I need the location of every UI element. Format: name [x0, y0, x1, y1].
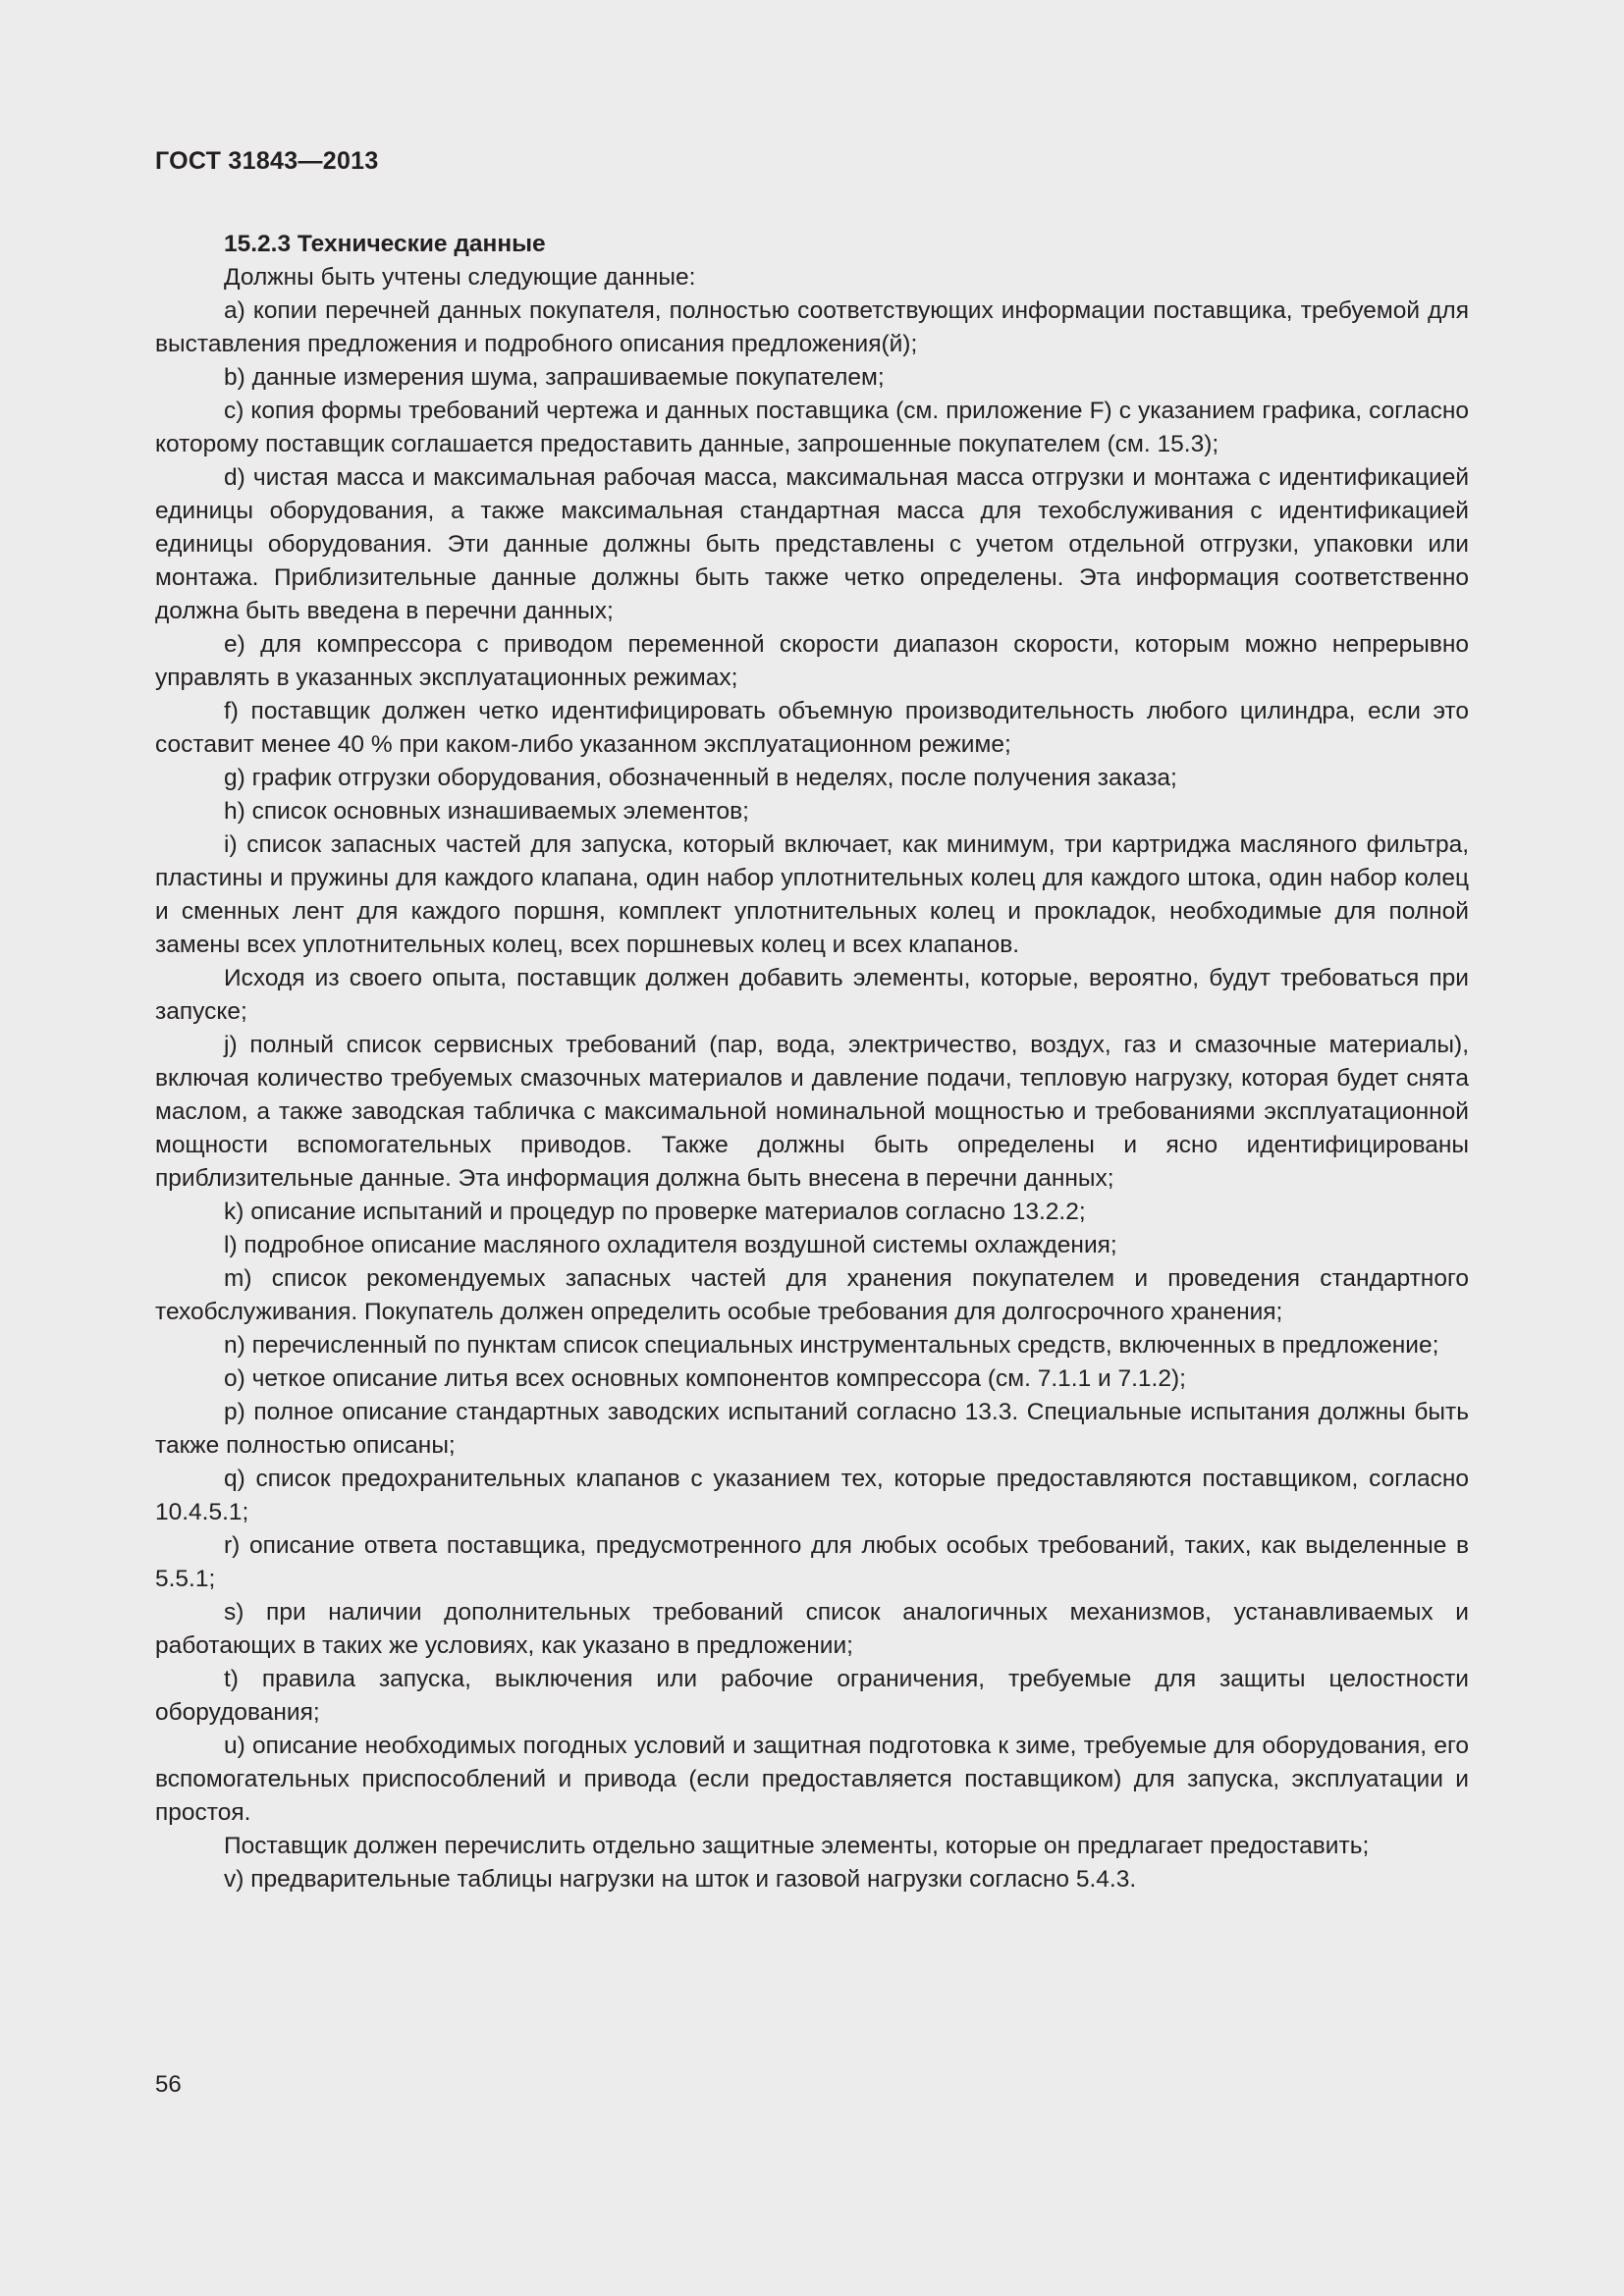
list-item-l: l) подробное описание масляного охладителя воздушной системы охлаждения;	[224, 1232, 1117, 1258]
list-item-s: s) при наличии дополнительных требований список аналогичных механизмов, устанавливаемых и работающих в таких же условиях, как указано в предложении;	[155, 1599, 1469, 1659]
list-item-j: j) полный список сервисных требований (пар, вода, электричество, воздух, газ и смазочные материалы), включая количество требуемых смазочных материалов и давление подачи, тепловую нагрузку, которая будет снята маслом, а также заводская табличка с максимальной номинальной мощностью и требованиями эксплуатационной мощности вспомогательных приводов. Также должны быть определены и ясно идентифицированы приблизительные данные. Эта информация должна быть внесена в перечни данных;	[155, 1032, 1469, 1192]
list-item-n: n) перечисленный по пунктам список специальных инструментальных средств, включенных в предложение;	[224, 1332, 1439, 1359]
list-item-m: m) список рекомендуемых запасных частей для хранения покупателем и проведения стандартного техобслуживания. Покупатель должен определить особые требования для долгосрочного хранения;	[155, 1265, 1469, 1325]
list-item-c: c) копия формы требований чертежа и данных поставщика (см. приложение F) с указанием графика, согласно которому поставщик соглашается предоставить данные, запрошенные покупателем (см. 15.3);	[155, 398, 1469, 457]
list-item-p: p) полное описание стандартных заводских испытаний согласно 13.3. Специальные испытания должны быть также полностью описаны;	[155, 1399, 1469, 1459]
list-item-d: d) чистая масса и максимальная рабочая масса, максимальная масса отгрузки и монтажа с идентификацией единицы оборудования, а также максимальная стандартная масса для техобслуживания с идентификацией единицы оборудования. Эти данные должны быть представлены с учетом отдельной отгрузки, упаковки или монтажа. Приблизительные данные должны быть также четко определены. Эта информация соответственно должна быть введена в перечни данных;	[155, 464, 1469, 624]
list-item-b: b) данные измерения шума, запрашиваемые покупателем;	[224, 364, 885, 391]
list-item-e: e) для компрессора с приводом переменной скорости диапазон скорости, которым можно непрерывно управлять в указанных эксплуатационных режимах;	[155, 631, 1469, 691]
list-item-u: u) описание необходимых погодных условий и защитная подготовка к зиме, требуемые для оборудования, его вспомогательных приспособлений и привода (если предоставляется поставщиком) для запуска, эксплуатации и простоя.	[155, 1733, 1469, 1826]
section-content	[155, 228, 1469, 1896]
page-number: 56	[155, 2071, 182, 2098]
section-title: 15.2.3 Технические данные	[224, 231, 546, 257]
list-item-v: v) предварительные таблицы нагрузки на шток и газовой нагрузки согласно 5.4.3.	[224, 1866, 1137, 1893]
list-item-o: o) четкое описание литья всех основных компонентов компрессора (см. 7.1.1 и 7.1.2);	[224, 1365, 1186, 1392]
list-item-k: k) описание испытаний и процедур по проверке материалов согласно 13.2.2;	[224, 1199, 1086, 1225]
paragraph-note-protection: Поставщик должен перечислить отдельно защитные элементы, которые он предлагает предоставить;	[224, 1833, 1370, 1859]
list-item-q: q) список предохранительных клапанов с указанием тех, которые предоставляются поставщиком, согласно 10.4.5.1;	[155, 1466, 1469, 1525]
document-id-header: ГОСТ 31843—2013	[155, 147, 379, 175]
list-item-f: f) поставщик должен четко идентифицировать объемную производительность любого цилиндра, если это составит менее 40 % при каком-либо указанном эксплуатационном режиме;	[155, 698, 1469, 758]
list-item-a: a) копии перечней данных покупателя, полностью соответствующих информации поставщика, требуемой для выставления предложения и подробного описания предложения(й);	[155, 297, 1469, 357]
paragraph-note-startup: Исходя из своего опыта, поставщик должен добавить элементы, которые, вероятно, будут требоваться при запуске;	[155, 965, 1469, 1025]
list-item-r: r) описание ответа поставщика, предусмотренного для любых особых требований, таких, как выделенные в 5.5.1;	[155, 1532, 1469, 1592]
list-item-i: i) список запасных частей для запуска, который включает, как минимум, три картриджа масляного фильтра, пластины и пружины для каждого клапана, один набор уплотнительных колец для каждого штока, один набор колец и сменных лент для каждого поршня, комплект уплотнительных колец и прокладок, необходимые для полной замены всех уплотнительных колец, всех поршневых колец и всех клапанов.	[155, 831, 1469, 958]
list-item-t: t) правила запуска, выключения или рабочие ограничения, требуемые для защиты целостности оборудования;	[155, 1666, 1469, 1726]
list-item-g: g) график отгрузки оборудования, обозначенный в неделях, после получения заказа;	[224, 765, 1177, 791]
list-item-h: h) список основных изнашиваемых элементов;	[224, 798, 749, 825]
paragraph-intro: Должны быть учтены следующие данные:	[224, 264, 696, 291]
